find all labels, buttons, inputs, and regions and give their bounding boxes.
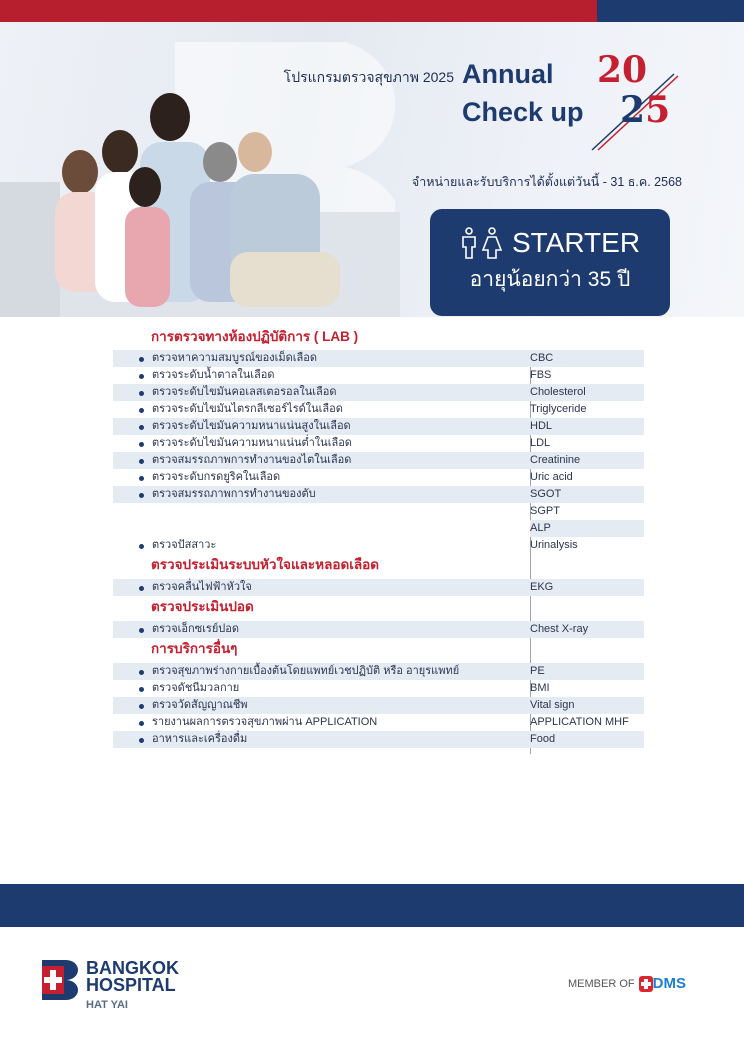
table-row [113, 503, 644, 520]
bangkok-hospital-logo [42, 960, 179, 1011]
item-code: HDL [530, 418, 644, 435]
table-row [113, 486, 644, 503]
bullet-icon [139, 738, 144, 743]
year-top: 20 [597, 49, 648, 91]
item-description: ตรวจสุขภาพร่างกายเบื้องต้นโดยแพทย์เวชปฏิบัติ หรือ อายุรแพทย์ [113, 663, 530, 680]
package-name: STARTER [511, 227, 641, 258]
item-description: ตรวจระดับไขมันความหนาแน่นต่ำในเลือด [152, 437, 352, 449]
logo-line-1: BANGKOK [86, 958, 179, 978]
bullet-icon [139, 459, 144, 464]
table-row [113, 579, 644, 596]
item-description: ตรวจระดับน้ำตาลในเลือด [152, 369, 275, 381]
bullet-icon [139, 476, 144, 481]
footer-band [0, 884, 744, 927]
item-code: SGOT [530, 486, 644, 503]
item-code: Urinalysis [530, 539, 578, 551]
table-row [113, 621, 644, 638]
item-description: ตรวจปัสสาวะ [152, 539, 217, 551]
table-row [113, 680, 644, 697]
item-description: รายงานผลการตรวจสุขภาพผ่าน APPLICATION [152, 716, 378, 728]
bullet-icon [139, 628, 144, 633]
section-heading: ตรวจประเมินปอด [151, 599, 254, 614]
male-female-icon [460, 227, 504, 259]
table-row [113, 469, 644, 486]
bullet-icon [139, 442, 144, 447]
section-heading: การบริการอื่นๆ [151, 641, 238, 656]
item-description: ตรวจสมรรถภาพการทำงานของตับ [113, 486, 530, 503]
logo-location: HAT YAI [86, 999, 128, 1011]
item-code: BMI [530, 682, 550, 694]
sale-period: จำหน่ายและรับบริการได้ตั้งแต่วันนี้ - 31 ธ.ค. 2568 [411, 175, 682, 189]
table-row [113, 367, 644, 384]
top-color-bar [0, 0, 744, 22]
bullet-icon [139, 357, 144, 362]
table-row [113, 401, 644, 418]
bullet-icon [139, 586, 144, 591]
bullet-icon [139, 493, 144, 498]
item-code: CBC [530, 350, 644, 367]
item-description: ตรวจระดับไขมันความหนาแน่นสูงในเลือด [113, 418, 530, 435]
item-code: ALP [530, 520, 644, 537]
table-row [113, 663, 644, 680]
item-code: SGPT [530, 505, 560, 517]
year-bottom [620, 89, 671, 131]
table-row [113, 350, 644, 367]
logo-line-2: HOSPITAL [86, 975, 176, 995]
bdms-cross-icon [639, 976, 653, 992]
table-row [113, 452, 644, 469]
bullet-icon [139, 391, 144, 396]
bullet-icon [139, 704, 144, 709]
bdms-text: DMS [652, 975, 686, 992]
item-code: Uric acid [530, 471, 573, 483]
section-heading: การตรวจทางห้องปฏิบัติการ ( LAB ) [151, 329, 359, 344]
title-line-2: Check up [462, 97, 584, 127]
item-code: Triglyceride [530, 403, 587, 415]
item-description: ตรวจคลื่นไฟฟ้าหัวใจ [113, 579, 530, 596]
item-description: ตรวจสมรรถภาพการทำงานของไตในเลือด [113, 452, 530, 469]
bullet-icon [139, 721, 144, 726]
package-badge [430, 209, 670, 316]
item-code: Food [530, 731, 644, 748]
checkup-items-table [113, 326, 644, 748]
item-description: อาหารและเครื่องดื่ม [113, 731, 530, 748]
bullet-icon [139, 408, 144, 413]
package-age: อายุน้อยกว่า 35 ปี [469, 268, 631, 291]
bdms-logo [639, 975, 686, 992]
year-bottom-digit-2: 5 [645, 89, 671, 131]
item-code: Chest X-ray [530, 621, 644, 638]
item-code: APPLICATION MHF [530, 716, 629, 728]
item-description: ตรวจระดับไขมันไตรกลีเซอร์ไรด์ในเลือด [152, 403, 343, 415]
item-description: ตรวจระดับไขมันคอเลสเตอรอลในเลือด [113, 384, 530, 401]
item-description: ตรวจเอ็กซเรย์ปอด [113, 621, 530, 638]
item-description: ตรวจวัดสัญญาณชีพ [113, 697, 530, 714]
table-row [113, 537, 644, 554]
bullet-icon [139, 687, 144, 692]
annual-checkup-title [462, 55, 584, 131]
family-photo [0, 62, 400, 317]
bullet-icon [139, 425, 144, 430]
member-label: MEMBER OF [568, 977, 635, 990]
table-row [113, 435, 644, 452]
item-code: Creatinine [530, 452, 644, 469]
member-of-bdms [568, 975, 686, 992]
hero-banner [0, 22, 744, 317]
item-description: ตรวจหาความสมบูรณ์ของเม็ดเลือด [113, 350, 530, 367]
table-row [113, 520, 644, 537]
top-bar-navy-segment [597, 0, 744, 22]
bullet-icon [139, 544, 144, 549]
item-description: ตรวจระดับกรดยูริคในเลือด [152, 471, 281, 483]
program-subtitle: โปรแกรมตรวจสุขภาพ 2025 [283, 69, 454, 85]
bullet-icon [139, 374, 144, 379]
year-bottom-digit-1: 2 [620, 89, 646, 131]
table-row [113, 714, 644, 731]
item-code: Cholesterol [530, 384, 644, 401]
table-row [113, 697, 644, 714]
item-code: LDL [530, 437, 551, 449]
title-line-1: Annual [462, 59, 554, 89]
table-row [113, 731, 644, 748]
item-description [113, 520, 530, 537]
hospital-b-cross-icon [42, 960, 80, 1000]
item-code: EKG [530, 579, 644, 596]
section-heading: ตรวจประเมินระบบหัวใจและหลอดเลือด [151, 557, 379, 572]
item-code: FBS [530, 369, 552, 381]
item-code: PE [530, 663, 644, 680]
table-row [113, 384, 644, 401]
bullet-icon [139, 670, 144, 675]
table-row [113, 418, 644, 435]
item-description: ตรวจดัชนีมวลกาย [152, 682, 240, 694]
item-description [113, 503, 530, 520]
item-code: Vital sign [530, 697, 644, 714]
